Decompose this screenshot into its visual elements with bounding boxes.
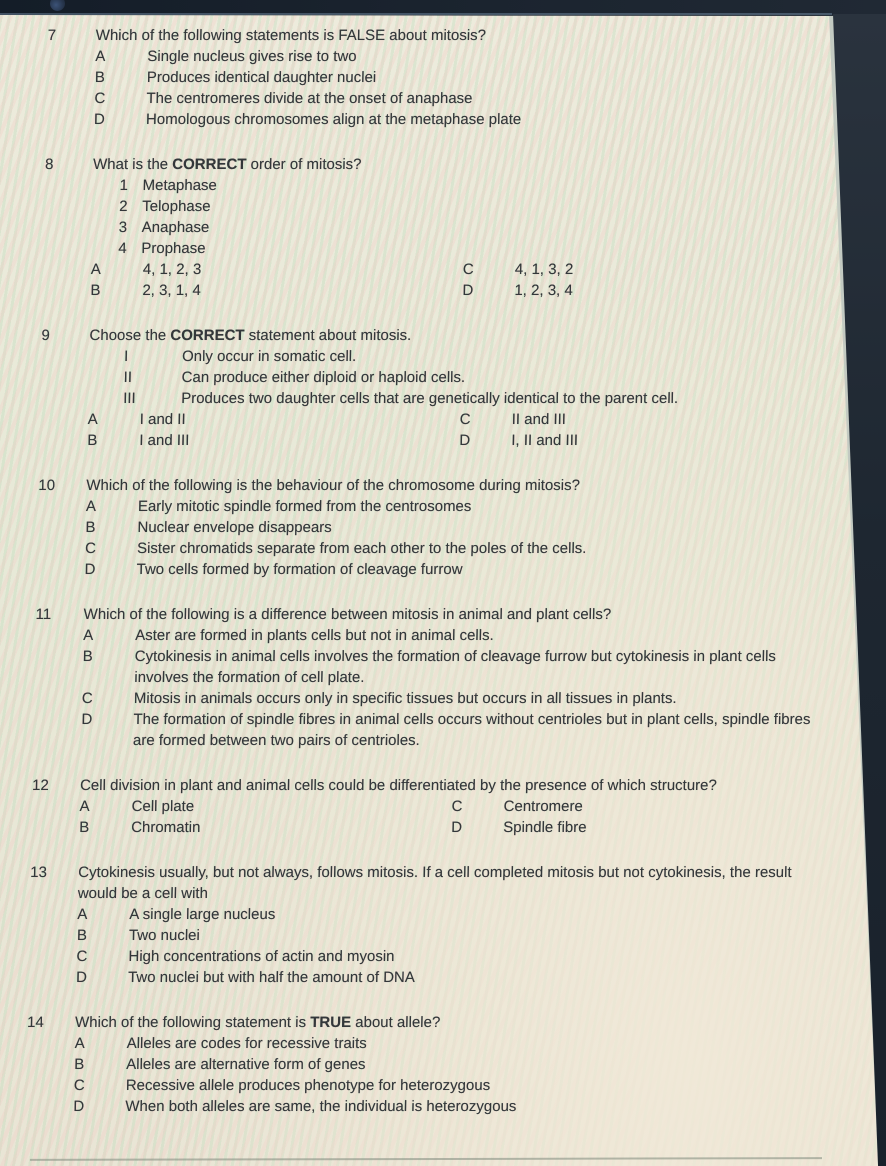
option-text: Alleles are codes for recessive traits — [126, 1035, 367, 1052]
option-label: A — [87, 411, 98, 428]
question-9 — [39, 325, 842, 451]
option-label: A — [95, 48, 106, 65]
option-text: Two nuclei but with half the amount of DNA — [127, 969, 416, 986]
option-text: Produces identical daughter nuclei — [146, 69, 377, 86]
prompt-segment: Cell division in plant and animal cells could be differentiated by the presence of which structure? — [79, 777, 718, 794]
option-row — [47, 46, 847, 67]
question-12 — [31, 775, 832, 838]
option-text: Homologous chromosomes align at the metaphase plate — [145, 111, 522, 128]
option-row — [26, 1075, 826, 1096]
option-label: A — [83, 627, 94, 644]
option-label: D — [81, 711, 93, 728]
prompt-segment-bold: CORRECT — [170, 327, 245, 344]
option-text: Single nucleus gives rise to two — [147, 48, 357, 65]
step-row — [44, 217, 844, 238]
question-prompt — [93, 154, 808, 175]
question-number: 14 — [26, 1014, 44, 1031]
option-text: 2, 3, 1, 4 — [142, 282, 201, 299]
prompt-segment-bold: CORRECT — [172, 156, 247, 173]
question-prompt — [86, 475, 801, 496]
option-text: Centromere — [503, 798, 584, 815]
option-text: Cell plate — [131, 798, 195, 815]
option-row — [47, 67, 847, 88]
question-number: 9 — [41, 327, 51, 344]
option-text: A single large nucleus — [129, 906, 276, 923]
option-label: D — [93, 111, 106, 128]
option-label: B — [94, 69, 106, 86]
option-row — [34, 646, 835, 688]
option-row — [28, 946, 828, 967]
exam-questions — [25, 25, 848, 1141]
option-label: D — [451, 819, 463, 836]
option-row — [25, 1096, 825, 1117]
option-row — [40, 409, 840, 430]
option-label: B — [74, 1056, 85, 1073]
option-row — [31, 817, 831, 838]
option-row — [36, 559, 836, 580]
option-label: D — [459, 432, 471, 449]
question-14 — [25, 1012, 827, 1117]
question-number: 10 — [38, 477, 56, 494]
option-text: I, II and III — [511, 432, 579, 449]
option-row — [26, 1054, 826, 1075]
statement-row — [41, 346, 841, 367]
option-label: C — [451, 798, 463, 815]
option-row — [46, 109, 846, 130]
step-number: 1 — [119, 177, 129, 194]
question-number: 8 — [44, 156, 54, 173]
prompt-segment: Choose the — [89, 327, 171, 344]
option-text: Nuclear envelope disappears — [137, 519, 332, 536]
option-row — [29, 925, 829, 946]
question-7 — [46, 25, 848, 130]
option-row — [37, 538, 837, 559]
prompt-segment: Cytokinesis usually, but not always, follows mitosis. If a cell completed mitosis but not cytokinesis, the result would be a cell with — [77, 864, 792, 902]
prompt-segment: Which of the following is a difference between mitosis in animal and plant cells? — [83, 606, 612, 623]
question-prompt — [83, 604, 798, 625]
option-row — [43, 259, 843, 280]
option-text: The formation of spindle fibres in animal cells occurs without centrioles but in plant cells, spindle fibres are formed between two pairs of centrioles. — [132, 711, 811, 749]
option-row — [26, 1033, 826, 1054]
option-text: When both alleles are same, the individual is heterozygous — [125, 1098, 517, 1115]
prompt-segment: Which of the following is the behaviour of the chromosome during mitosis? — [86, 477, 581, 494]
prompt-segment: Which of the following statements is FALSE about mitosis? — [95, 27, 487, 44]
question-number: 13 — [30, 864, 48, 881]
option-label: B — [87, 432, 98, 449]
option-row — [38, 496, 838, 517]
question-13 — [28, 862, 831, 988]
statement-numeral: I — [123, 348, 129, 365]
option-text: I and III — [139, 432, 190, 449]
option-text: Alleles are alternative form of genes — [126, 1056, 366, 1073]
statement-numeral: II — [123, 369, 133, 386]
option-text: High concentrations of actin and myosin — [128, 948, 395, 965]
question-prompt — [75, 1012, 790, 1033]
prompt-segment: order of mitosis? — [246, 156, 362, 173]
option-text: Aster are formed in plants cells but not in animal cells. — [135, 627, 494, 644]
option-label: C — [81, 690, 93, 707]
option-text: II and III — [511, 411, 567, 428]
statement-row — [40, 367, 840, 388]
question-prompt — [89, 325, 804, 346]
option-text: Two cells formed by formation of cleavage furrow — [136, 561, 463, 578]
prompt-segment: about allele? — [350, 1014, 441, 1031]
step-row — [43, 238, 843, 259]
question-8 — [42, 154, 845, 301]
statement-text: Only occur in somatic cell. — [181, 348, 357, 365]
option-text: Chromatin — [131, 819, 201, 836]
statement-numeral: III — [122, 390, 136, 407]
option-label: D — [73, 1098, 85, 1115]
option-text: Recessive allele produces phenotype for heterozygous — [125, 1077, 491, 1094]
option-text: 4, 1, 2, 3 — [142, 261, 202, 278]
prompt-segment: What is the — [92, 156, 173, 173]
question-prompt — [78, 862, 794, 904]
prompt-segment: Which of the following statement is — [74, 1014, 311, 1031]
step-text: Metaphase — [142, 177, 218, 194]
option-row — [33, 709, 834, 751]
paper-top-edge — [0, 13, 832, 15]
step-row — [44, 175, 844, 196]
option-label: D — [75, 969, 88, 986]
option-text: The centromeres divide at the onset of anaphase — [146, 90, 473, 107]
question-number: 12 — [31, 777, 49, 794]
option-row — [39, 430, 839, 451]
option-label: A — [85, 498, 97, 515]
option-label: A — [77, 906, 88, 923]
option-label: C — [76, 948, 88, 965]
statement-text: Produces two daughter cells that are genetically identical to the parent cell. — [180, 390, 679, 407]
option-label: A — [90, 261, 102, 278]
option-row — [46, 88, 846, 109]
option-label: B — [82, 648, 93, 665]
option-text: Cytokinesis in animal cells involves the formation of cleavage furrow but cytokinesis in plant cells involves the formation of cell plate. — [134, 648, 777, 686]
option-label: D — [84, 561, 96, 578]
prompt-segment-bold: TRUE — [310, 1014, 352, 1031]
option-label: C — [459, 411, 471, 428]
option-row — [42, 280, 842, 301]
question-prompt — [80, 775, 795, 796]
question-10 — [36, 475, 838, 580]
step-number: 3 — [118, 219, 128, 236]
option-row — [28, 967, 828, 988]
prompt-segment: statement about mitosis. — [244, 327, 412, 344]
option-label: B — [76, 927, 88, 944]
step-text: Prophase — [141, 240, 206, 257]
option-text: I and II — [139, 411, 186, 428]
option-text: 1, 2, 3, 4 — [514, 282, 573, 299]
option-text: Mitosis in animals occurs only in specific tissues but occurs in all tissues in plants. — [133, 690, 677, 707]
option-label: B — [90, 282, 101, 299]
step-number: 2 — [119, 198, 128, 215]
option-row — [31, 796, 831, 817]
step-number: 4 — [118, 240, 127, 257]
option-label: A — [74, 1035, 85, 1052]
option-text: Two nuclei — [128, 927, 200, 944]
question-number: 7 — [47, 27, 57, 44]
option-label: C — [84, 540, 97, 557]
question-11 — [33, 604, 836, 751]
option-row — [35, 625, 835, 646]
option-row — [34, 688, 834, 709]
option-text: Early mitotic spindle formed from the centrosomes — [137, 498, 472, 515]
option-label: B — [85, 519, 96, 536]
option-label: D — [462, 282, 474, 299]
step-text: Telophase — [142, 198, 211, 215]
option-row — [29, 904, 829, 925]
option-label: A — [79, 798, 90, 815]
option-label: C — [462, 261, 474, 278]
option-row — [37, 517, 837, 538]
option-label: C — [73, 1077, 85, 1094]
statement-text: Can produce either diploid or haploid cells. — [181, 369, 466, 386]
step-text: Anaphase — [141, 219, 210, 236]
option-label: B — [79, 819, 90, 836]
step-row — [44, 196, 844, 217]
option-text: Spindle fibre — [503, 819, 587, 836]
window-badge-icon — [50, 0, 65, 11]
option-text: Sister chromatids separate from each other to the poles of the cells. — [136, 540, 587, 557]
option-label: C — [94, 90, 106, 107]
question-number: 11 — [35, 606, 52, 623]
option-text: 4, 1, 3, 2 — [514, 261, 574, 278]
statement-row — [40, 388, 840, 409]
question-prompt — [96, 25, 811, 46]
